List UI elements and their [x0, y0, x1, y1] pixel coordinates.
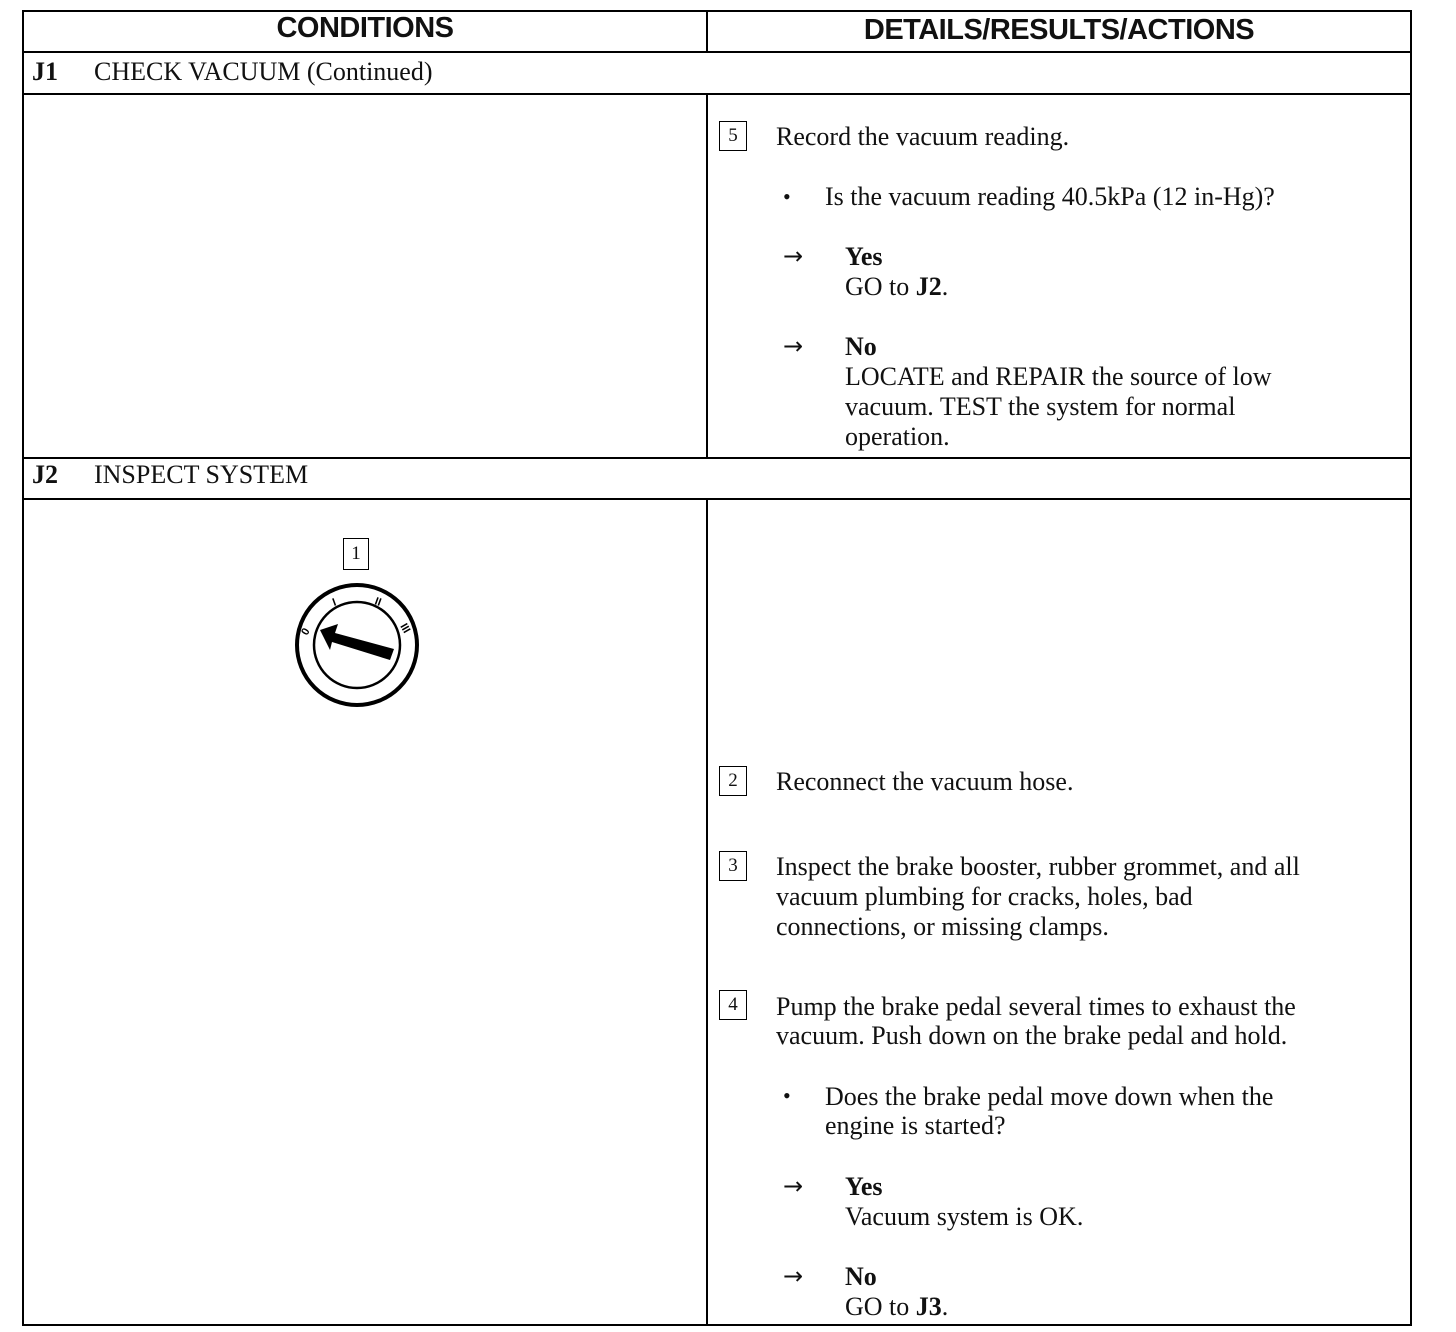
j1-yes-prefix: GO to [845, 272, 916, 301]
j2-yes-label: Yes [845, 1172, 883, 1201]
j2-question-line-1: Does the brake pedal move down when the [825, 1082, 1274, 1111]
divider-j2 [706, 499, 708, 1326]
divider-j1 [706, 94, 708, 458]
step-5-text: Record the vacuum reading. [776, 122, 1070, 151]
section-j2-title [32, 460, 308, 490]
arrow-right-icon: → [783, 1262, 804, 1290]
j1-yes-suffix: . [941, 272, 949, 301]
section-j1-id: J1 [32, 57, 58, 86]
step-3-line-3: connections, or missing clamps. [776, 912, 1109, 941]
figure-1-number: 1 [343, 538, 369, 570]
key-arrow [320, 624, 394, 660]
j1-no-line-3: operation. [845, 422, 950, 451]
step-4-line-1: Pump the brake pedal several times to exhaust the [776, 992, 1296, 1021]
ignition-label-1: I [330, 596, 338, 609]
j1-yes-label: Yes [845, 242, 883, 271]
j1-yes-action [845, 272, 948, 302]
j2-no-label: No [845, 1262, 877, 1291]
ignition-key-icon [290, 582, 424, 708]
rule-header [24, 51, 1410, 53]
step-5-number: 5 [719, 121, 747, 151]
arrow-right-icon: → [783, 332, 804, 360]
section-j1-label: CHECK VACUUM (Continued) [94, 57, 433, 86]
j1-yes-ref: J2 [915, 272, 942, 301]
section-j2-id: J2 [32, 460, 58, 489]
ignition-label-3: III [397, 621, 413, 636]
step-4-line-2: vacuum. Push down on the brake pedal and hold. [776, 1021, 1288, 1050]
arrow-right-icon: → [783, 1172, 804, 1200]
section-j2-label: INSPECT SYSTEM [94, 460, 309, 489]
step-3-line-2: vacuum plumbing for cracks, holes, bad [776, 882, 1193, 911]
j2-no-action [845, 1292, 948, 1322]
j2-no-prefix: GO to [845, 1292, 916, 1321]
j1-no-line-1: LOCATE and REPAIR the source of low [845, 362, 1272, 391]
bullet-icon: • [783, 1083, 791, 1108]
j2-no-ref: J3 [915, 1292, 942, 1321]
j2-no-suffix: . [941, 1292, 949, 1321]
ignition-label-2: II [372, 595, 383, 609]
rule-j1-title [24, 93, 1410, 95]
step-3-number: 3 [719, 851, 747, 881]
rule-j2-title [24, 498, 1410, 500]
bullet-icon: • [783, 184, 791, 209]
step-2-number: 2 [719, 766, 747, 796]
arrow-right-icon: → [783, 242, 804, 270]
step-3-line-1: Inspect the brake booster, rubber grommet, and all [776, 852, 1300, 881]
header-details: DETAILS/RESULTS/ACTIONS [863, 14, 1255, 46]
section-j1-title [32, 57, 433, 87]
j1-no-label: No [845, 332, 877, 361]
j1-question: Is the vacuum reading 40.5kPa (12 in-Hg)? [825, 182, 1275, 211]
rule-j2-start [24, 457, 1410, 459]
j1-no-line-2: vacuum. TEST the system for normal [845, 392, 1236, 421]
ignition-label-0: 0 [299, 626, 313, 638]
j2-question-line-2: engine is started? [825, 1111, 1006, 1140]
j2-yes-action: Vacuum system is OK. [845, 1202, 1084, 1231]
step-2-text: Reconnect the vacuum hose. [776, 767, 1074, 796]
step-4-number: 4 [719, 990, 747, 1020]
header-conditions: CONDITIONS [276, 12, 454, 44]
